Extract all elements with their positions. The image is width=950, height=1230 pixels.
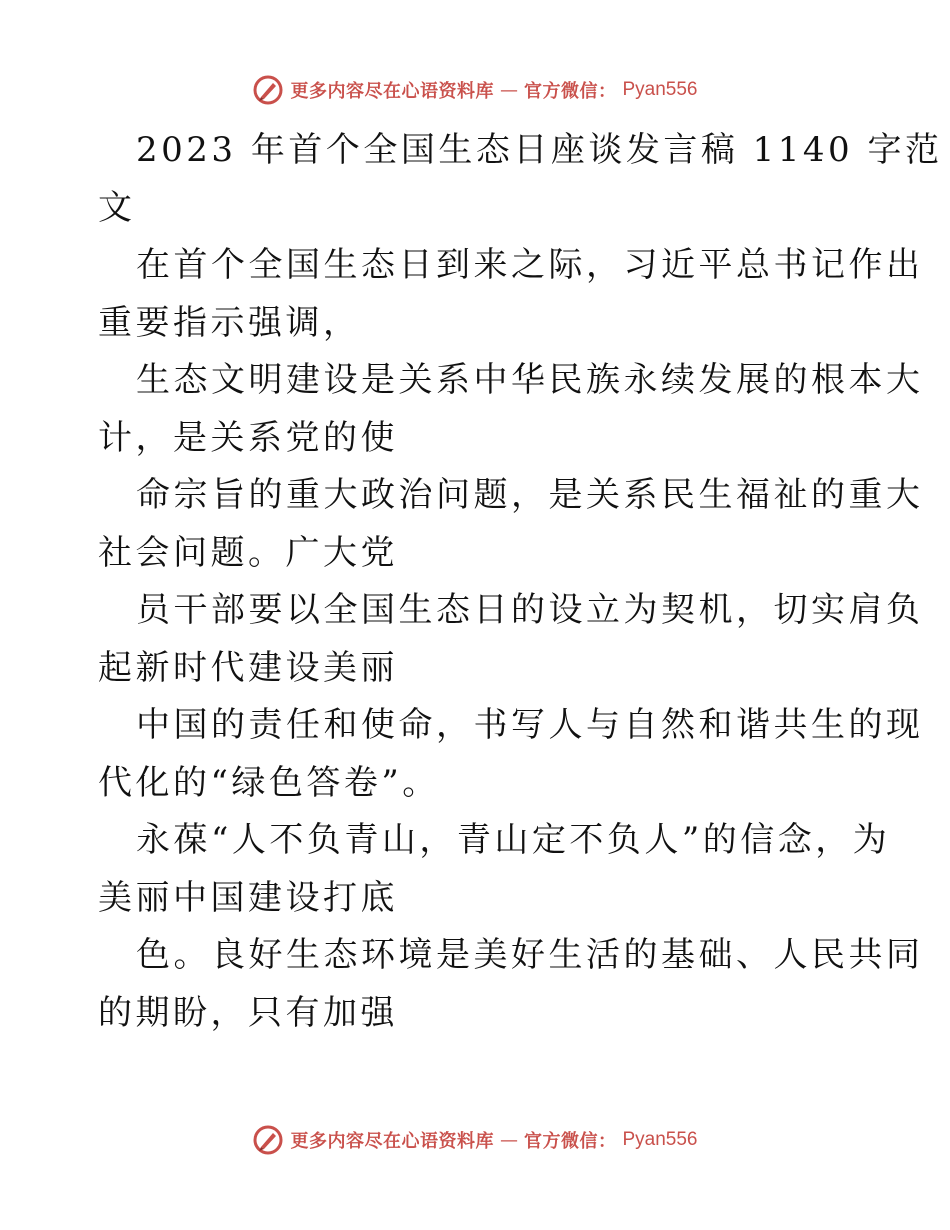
quill-pen-circle-icon <box>252 74 284 106</box>
header-watermark <box>0 70 950 110</box>
document-line: 的期盼，只有加强 <box>98 992 398 1033</box>
document-line: 美丽中国建设打底 <box>98 877 398 918</box>
document-body <box>98 122 943 1042</box>
watermark-separator: — <box>499 79 518 101</box>
watermark-separator: — <box>499 1129 518 1151</box>
document-line: 起新时代建设美丽 <box>98 647 398 688</box>
document-line: 永葆“人不负青山，青山定不负人”的信念，为 <box>136 820 891 860</box>
document-line: 员干部要以全国生态日的设立为契机，切实肩负 <box>136 590 924 630</box>
watermark-wechat-label: 官方微信： <box>523 1131 617 1152</box>
watermark-site: 更多内容尽在心语资料库 <box>290 81 494 102</box>
document-line: 代化的“绿色答卷”。 <box>98 762 440 803</box>
document-line: 生态文明建设是关系中华民族永续发展的根本大 <box>136 360 924 400</box>
document-line: 中国的责任和使命，书写人与自然和谐共生的现 <box>136 705 924 745</box>
document-paragraphs <box>98 237 924 1042</box>
document-title-line-2: 文 <box>98 187 136 228</box>
watermark-site: 更多内容尽在心语资料库 <box>290 1131 494 1152</box>
document-title-line-1: 2023 年首个全国生态日座谈发言稿 1140 字范 <box>136 130 943 170</box>
quill-pen-circle-icon <box>252 1124 284 1156</box>
document-line: 命宗旨的重大政治问题，是关系民生福祉的重大 <box>136 475 924 515</box>
watermark-wechat-label: 官方微信： <box>523 81 617 102</box>
document-line: 社会问题。广大党 <box>98 532 398 573</box>
watermark-wechat-id: Pyan556 <box>622 1129 698 1150</box>
footer-watermark <box>0 1120 950 1160</box>
document-line: 色。良好生态环境是美好生活的基础、人民共同 <box>136 935 924 975</box>
watermark-wechat-id: Pyan556 <box>622 79 698 100</box>
document-line: 重要指示强调， <box>98 302 361 343</box>
document-line: 计，是关系党的使 <box>98 417 398 458</box>
document-line: 在首个全国生态日到来之际，习近平总书记作出 <box>136 245 924 285</box>
